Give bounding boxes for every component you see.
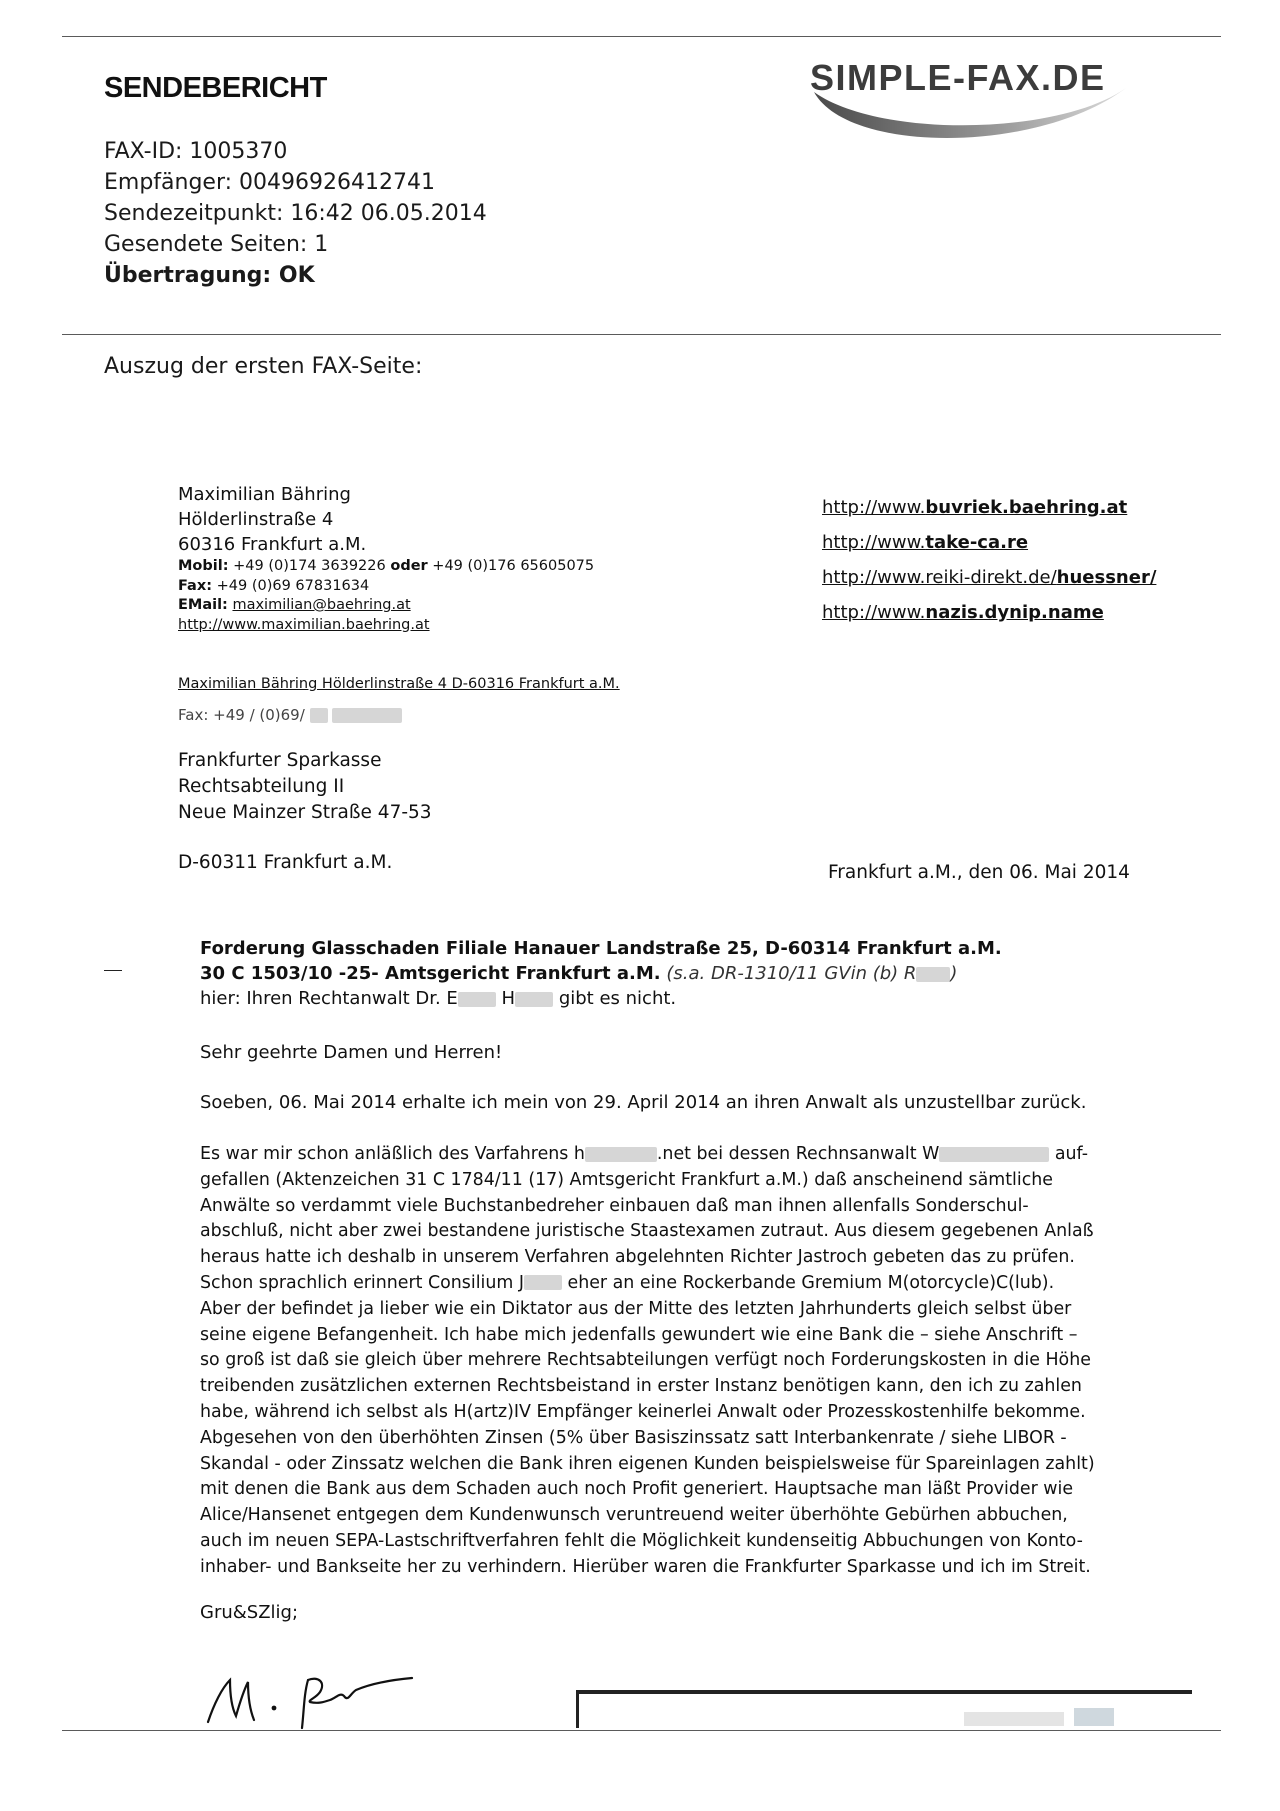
recipient-city: D-60311 Frankfurt a.M. <box>178 852 393 873</box>
recipient-address <box>178 748 432 826</box>
body-line: inhaber- und Bankseite her zu verhindern. Hierüber waren die Frankfurter Sparkasse und ich im Streit. <box>200 1556 1091 1577</box>
recipient-line: Neue Mainzer Straße 47-53 <box>178 802 432 823</box>
subject-line: 30 C 1503/10 -25- Amtsgericht Frankfurt a.M. (s.a. DR-1310/11 GVin (b) R ) <box>200 963 958 984</box>
subject-line: Forderung Glasschaden Filiale Hanauer Landstraße 25, D-60314 Frankfurt a.M. <box>200 938 1002 959</box>
recipient-line: Frankfurter Sparkasse <box>178 750 382 771</box>
body-line: gefallen (Aktenzeichen 31 C 1784/11 (17) Amtsgericht Frankfurt a.M.) daß anscheinend sämtliche <box>200 1169 1053 1190</box>
body-line: Es war mir schon anläßlich des Varfahrens h .net bei dessen Rechnsanwalt W auf- <box>200 1144 1088 1164</box>
sender-website: http://www.maximilian.baehring.at <box>178 616 430 633</box>
link-item: http://www.take-ca.re <box>822 532 1029 553</box>
recipient-number: Empfänger: 00496926412741 <box>104 170 435 195</box>
simple-fax-logo <box>808 54 1198 149</box>
body-line: auch im neuen SEPA-Lastschriftverfahren fehlt die Möglichkeit kundenseitig Abbuchungen von Konto- <box>200 1530 1083 1551</box>
body-line: Anwälte so verdammt viele Buchstanbedreher einbauen daß man ihnen allenfalls Sonderschul- <box>200 1195 1029 1216</box>
excerpt-label: Auszug der ersten FAX-Seite: <box>104 354 423 379</box>
intro-paragraph: Soeben, 06. Mai 2014 erhalte ich mein von 29. April 2014 an ihren Anwalt als unzustellbar zurück. <box>200 1092 1087 1113</box>
pages-sent: Gesendete Seiten: 1 <box>104 232 329 257</box>
transmission-details <box>104 136 487 291</box>
redaction <box>310 708 328 723</box>
transmission-status: Übertragung: OK <box>104 263 315 288</box>
recipient-line: Rechtsabteilung II <box>178 776 345 797</box>
subject-block <box>200 936 1002 1011</box>
sender-fax: Fax: +49 (0)69 67831634 <box>178 577 370 594</box>
logo-text: SIMPLE-FAX.DE <box>810 57 1106 98</box>
report-title: SENDEBERICHT <box>104 72 327 104</box>
sender-mobile: Mobil: +49 (0)174 3639226 oder +49 (0)176 65605075 <box>178 558 595 574</box>
recipient-fax: Fax: +49 / (0)69/ <box>178 706 402 724</box>
body-paragraph <box>200 1142 1130 1581</box>
sender-email-link: maximilian@baehring.at <box>232 597 411 613</box>
sender-street: Hölderlinstraße 4 <box>178 509 334 530</box>
body-line: Alice/Hansenet entgegen dem Kundenwunsch veruntreuend weiter überhöhte Gebürhen abbuchen, <box>200 1505 1068 1526</box>
fold-mark <box>104 970 122 971</box>
body-line: Skandal - oder Zinssatz welchen die Bank ihren eigenen Kunden beispielsweise für Spareinlagen zahlt) <box>200 1453 1095 1474</box>
send-time: Sendezeitpunkt: 16:42 06.05.2014 <box>104 201 487 226</box>
body-line: Aber der befindet ja lieber wie ein Diktator aus der Mitte des letzten Jahrhunderts gleich selbst über <box>200 1298 1072 1319</box>
link-item: http://www.buvriek.baehring.at <box>822 497 1128 518</box>
top-divider <box>62 36 1221 37</box>
sender-name: Maximilian Bähring <box>178 484 351 505</box>
closing: Gru&SZlig; <box>200 1602 299 1623</box>
body-line: Abgesehen von den überhöhten Zinsen (5% über Basiszinssatz satt Interbankenrate / siehe LIBOR - <box>200 1427 1067 1448</box>
return-address: Maximilian Bähring Hölderlinstraße 4 D-60316 Frankfurt a.M. <box>178 676 620 692</box>
redaction <box>332 708 402 723</box>
body-line: Schon sprachlich erinnert Consilium J eher an eine Rockerbande Gremium M(otorcycle)C(lub). <box>200 1272 1055 1293</box>
body-line: heraus hatte ich deshalb in unserem Verfahren abgelehnten Richter Jastroch gebeten das zu prüfen. <box>200 1247 1075 1268</box>
link-list <box>822 490 1156 630</box>
body-line: treibenden zusätzlichen externen Rechtsbeistand in erster Instanz benötigen kann, den ich zu zahlen <box>200 1376 1082 1397</box>
subject-line: hier: Ihren Rechtanwalt Dr. E H gibt es nicht. <box>200 988 677 1009</box>
body-line: abschluß, nicht aber zwei bestandene juristische Staastexamen zutraut. Aus diesem gegebenen Anlaß <box>200 1221 1094 1242</box>
bottom-divider <box>62 1730 1221 1731</box>
signature <box>200 1650 430 1730</box>
body-line: habe, während ich selbst als H(artz)IV Empfänger keinerlei Anwalt oder Prozesskostenhilfe bekomme. <box>200 1401 1086 1422</box>
body-line: so groß ist daß sie gleich über mehrere Rechtsabteilungen verfügt noch Forderungskosten in die Höhe <box>200 1350 1091 1371</box>
body-line: mit denen die Bank aus dem Schaden auch noch Profit generiert. Hauptsache man läßt Provider wie <box>200 1479 1074 1500</box>
sender-email: EMail: maximilian@baehring.at <box>178 597 411 613</box>
stamp-fragment <box>574 1688 1194 1728</box>
body-line: seine eigene Befangenheit. Ich habe mich jedenfalls gewundert wie eine Bank die – siehe Anschrift – <box>200 1324 1078 1345</box>
link-item: http://www.reiki-direkt.de/huessner/ <box>822 567 1157 588</box>
greeting: Sehr geehrte Damen und Herren! <box>200 1042 503 1063</box>
sender-city: 60316 Frankfurt a.M. <box>178 534 367 555</box>
header-divider <box>62 334 1221 335</box>
fax-id: FAX-ID: 1005370 <box>104 139 288 164</box>
letter-date: Frankfurt a.M., den 06. Mai 2014 <box>828 862 1130 883</box>
sender-block <box>178 482 594 635</box>
link-item: http://www.nazis.dynip.name <box>822 602 1104 623</box>
